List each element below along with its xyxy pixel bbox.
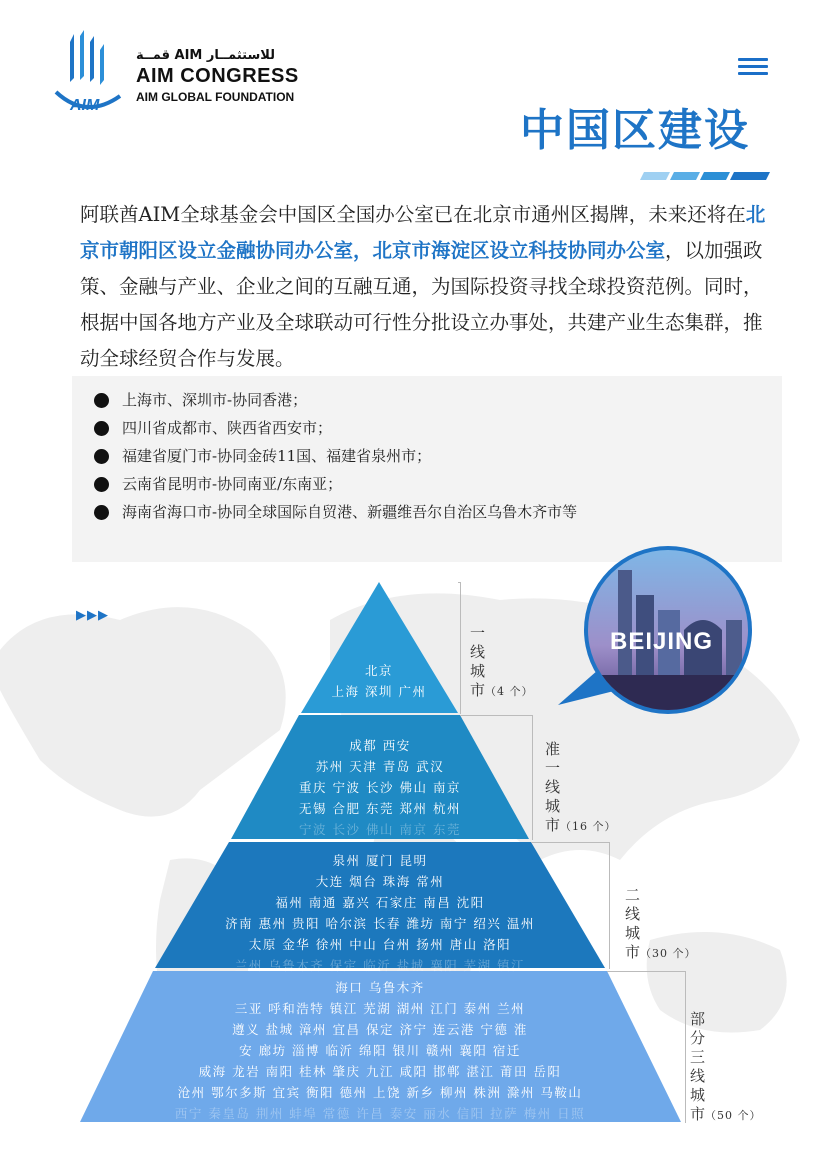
city-list-item: 上海市、深圳市-协同香港； — [94, 386, 782, 414]
intro-text-2: ，以加强政策、金融与产业、企业之间的互融互通，为国际投资寻找全球投资范例。同时，根据中国各地方产业及全球联动可行性分批设立办事处，共建产业生态集群，推动全球经贸合作与发展。 — [80, 239, 763, 370]
tier1-cities: 北京 上海 深圳 广州 — [331, 663, 427, 699]
page-title: 中国区建设 — [520, 105, 750, 156]
tier4-count: （50 个） — [705, 1109, 762, 1122]
city-list-item: 云南省昆明市-协同南亚/东南亚； — [94, 470, 782, 498]
logo-subtitle: AIM GLOBAL FOUNDATION — [136, 90, 295, 104]
arrow-icon: ▶▶▶ — [76, 608, 109, 623]
tier4-cities: 海口 乌鲁木齐 三亚 呼和浩特 镇江 芜湖 湖州 江门 泰州 兰州 遵义 盐城 漳州 宜昌 保定 济宁 连云港 宁德 淮 安 廊坊 淄博 临沂 绵阳 银川 赣州 襄阳 宿迁 威海 龙岩 南阳 桂林 肇庆 九江 咸阳 邯郸 湛江 莆田 岳阳 沧州 鄂尔多斯 宜宾 衡阳 德州 上饶 新乡 柳州 株洲 滁州 马鞍山 西宁 秦皇岛 荆州 蚌埠 常德 许昌 泰安 丽水 信阳 拉萨 梅州 日照 — [80, 977, 680, 1124]
beijing-label: BEIJING — [610, 628, 714, 655]
logo-arabic: قمــة AIM للاستثمــار — [136, 48, 276, 63]
tier2-count: （16 个） — [560, 820, 617, 833]
tier3-faded-line: 兰州 乌鲁木齐 保定 临沂 盐城 襄阳 芜湖 镇江 — [234, 958, 526, 973]
tier4-bracket — [607, 971, 686, 1123]
tier3-label: 二 线 城 市（30 个） — [625, 886, 697, 961]
tier1-bracket — [458, 582, 461, 714]
tier2-bracket — [460, 715, 533, 840]
tier1-label: 一 线 城 市（4 个） — [470, 624, 534, 699]
logo-title: AIM CONGRESS — [136, 65, 299, 87]
intro-text-1: 阿联酋AIM全球基金会中国区全国办公室已在北京市通州区揭牌，未来还将在 — [80, 203, 746, 226]
intro-highlight: 北京市朝阳区设立金融协同办公室，北京市海淀区设立科技协同办公室 — [80, 203, 766, 262]
tier3-bracket — [531, 842, 610, 969]
city-list-item: 海南省海口市-协同全球国际自贸港、新疆维吾尔自治区乌鲁木齐市等 — [94, 498, 782, 526]
logo-mark-text: AIM — [70, 97, 100, 114]
city-list-item: 四川省成都市、陕西省西安市； — [94, 414, 782, 442]
tier4-label: 部 分 三 线 城 市（50 个） — [690, 1010, 762, 1123]
tier2-label: 准 一 线 城 市（16 个） — [545, 740, 617, 834]
tier3-count: （30 个） — [640, 947, 697, 960]
city-list-item: 福建省厦门市-协同金砖11国、福建省泉州市； — [94, 442, 782, 470]
tier4-faded-line: 西宁 秦皇岛 荆州 蚌埠 常德 许昌 泰安 丽水 信阳 拉萨 梅州 日照 — [174, 1106, 586, 1121]
tier2-cities: 成都 西安 苏州 天津 青岛 武汉 重庆 宁波 长沙 佛山 南京 无锡 合肥 东莞 郑州 杭州 宁波 长沙 佛山 南京 东莞 — [230, 735, 530, 840]
tier1-count: （4 个） — [485, 685, 534, 698]
tier2-faded-line: 宁波 长沙 佛山 南京 东莞 — [299, 822, 461, 837]
tier3-cities: 泉州 厦门 昆明 大连 烟台 珠海 常州 福州 南通 嘉兴 石家庄 南昌 沈阳 济南 惠州 贵阳 哈尔滨 长春 潍坊 南宁 绍兴 温州 太原 金华 徐州 中山 台州 扬州 唐山 洛阳 兰州 乌鲁木齐 保定 临沂 盐城 襄阳 芜湖 镇江 — [155, 850, 605, 976]
